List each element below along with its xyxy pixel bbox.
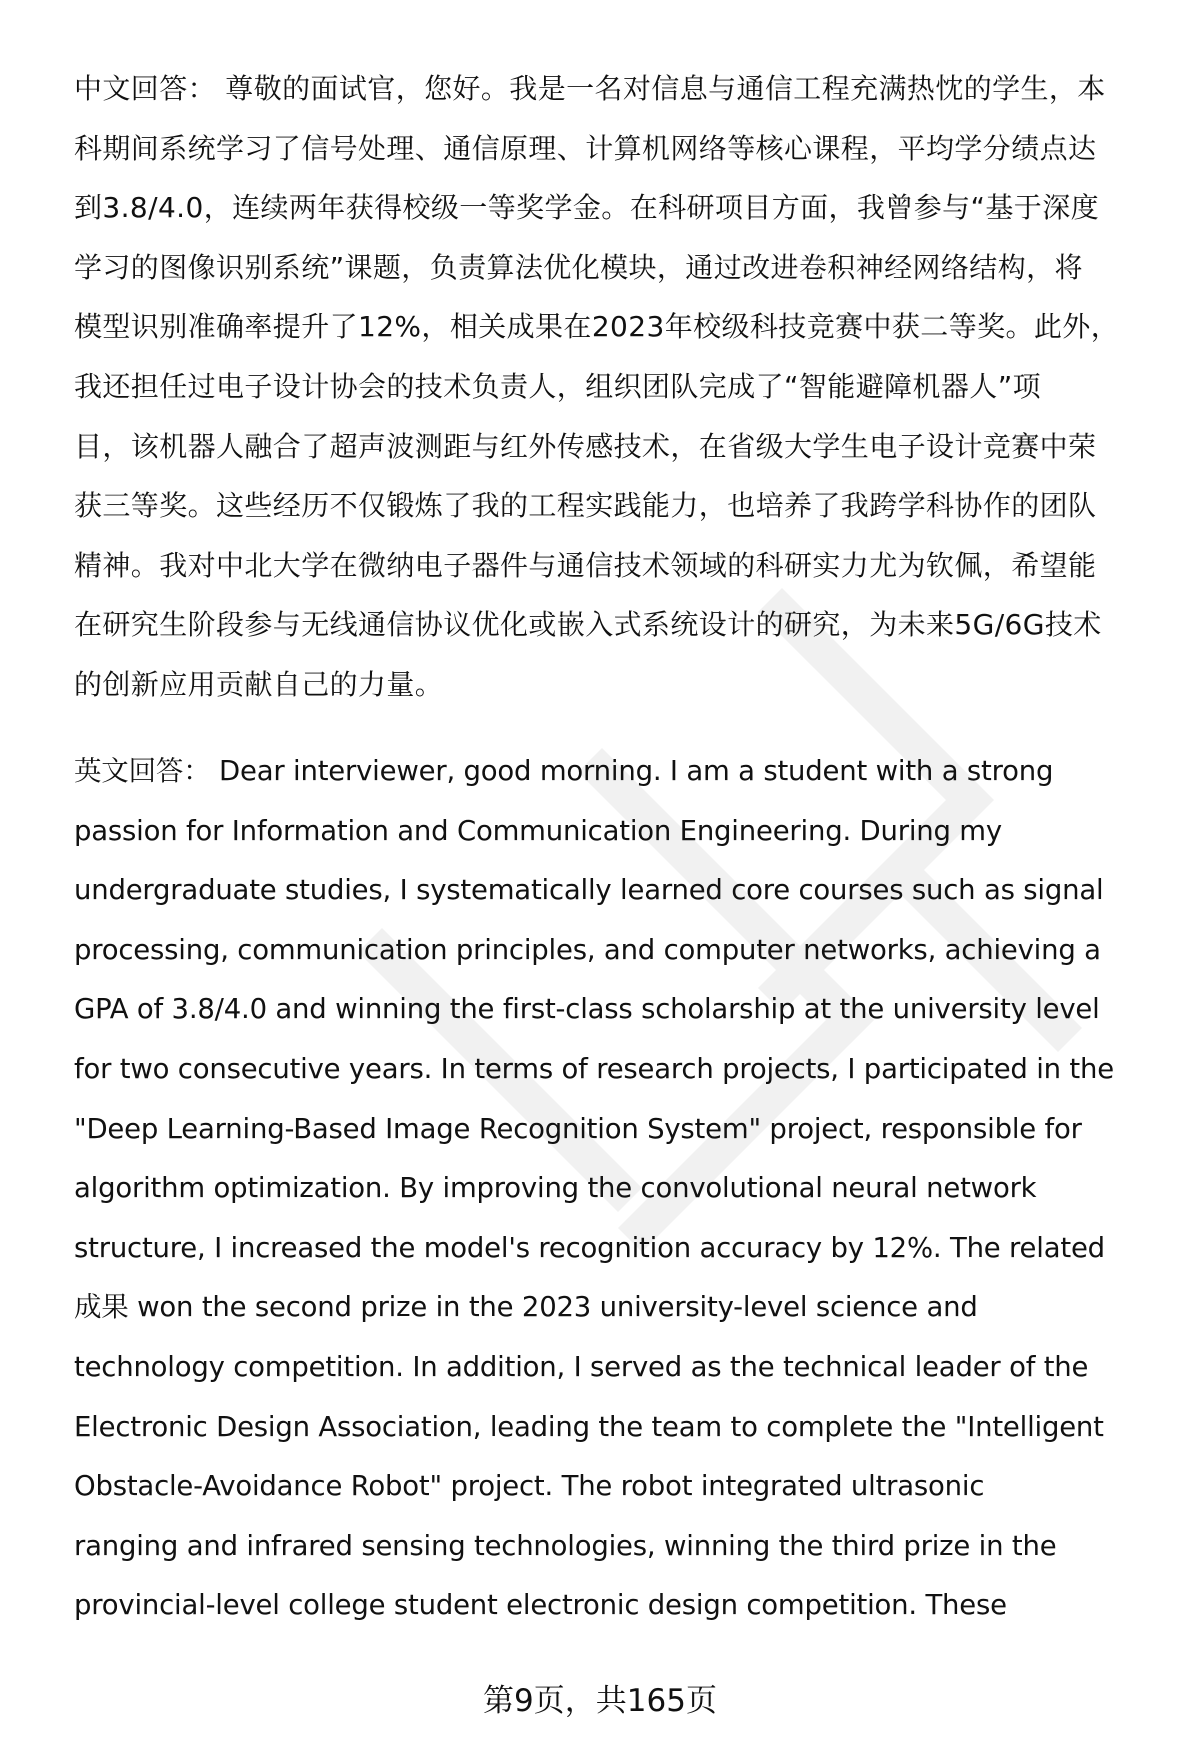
text-line: 到3.8/4.0，连续两年获得校级一等奖学金。在科研项目方面，我曾参与“基于深度 bbox=[74, 191, 1100, 225]
text-line: 精神。我对中北大学在微纳电子器件与通信技术领域的科研实力尤为钦佩，希望能 bbox=[74, 548, 1097, 582]
text-line: 学习的图像识别系统”课题，负责算法优化模块，通过改进卷积神经网络结构，将 bbox=[74, 250, 1083, 284]
english-answer-paragraph bbox=[74, 742, 1164, 1636]
text-line: undergraduate studies, I systematically learned core courses such as signal bbox=[74, 874, 1104, 907]
text-line: 的创新应用贡献自己的力量。 bbox=[74, 667, 444, 701]
text-line: 中文回答： 尊敬的面试官，您好。我是一名对信息与通信工程充满热忱的学生，本 bbox=[74, 72, 1106, 105]
text-line: 获三等奖。这些经历不仅锻炼了我的工程实践能力，也培养了我跨学科协作的团队 bbox=[74, 489, 1097, 523]
text-line: 目，该机器人融合了超声波测距与红外传感技术，在省级大学生电子设计竞赛中荣 bbox=[74, 429, 1097, 463]
text-line: technology competition. In addition, I served as the technical leader of the bbox=[74, 1350, 1089, 1383]
text-line: 我还担任过电子设计协会的技术负责人，组织团队完成了“智能避障机器人”项 bbox=[74, 369, 1042, 403]
text-line: "Deep Learning-Based Image Recognition System" project, responsible for bbox=[74, 1112, 1082, 1145]
text-line: algorithm optimization. By improving the convolutional neural network bbox=[74, 1172, 1037, 1205]
text-line: 科期间系统学习了信号处理、通信原理、计算机网络等核心课程，平均学分绩点达 bbox=[74, 131, 1097, 165]
text-line: 模型识别准确率提升了12%，相关成果在2023年校级科技竞赛中获二等奖。此外， bbox=[74, 310, 1120, 344]
text-line: processing, communication principles, and computer networks, achieving a bbox=[74, 933, 1101, 966]
text-line: provincial-level college student electronic design competition. These bbox=[74, 1589, 1007, 1622]
text-line: for two consecutive years. In terms of research projects, I participated in the bbox=[74, 1052, 1114, 1085]
text-line: 英文回答： Dear interviewer, good morning. I am a student with a strong bbox=[74, 755, 1054, 787]
chinese-answer-paragraph bbox=[74, 59, 1164, 715]
text-line: passion for Information and Communication Engineering. During my bbox=[74, 814, 1002, 847]
text-line: 成果 won the second prize in the 2023 university-level science and bbox=[74, 1291, 978, 1324]
text-line: GPA of 3.8/4.0 and winning the first-class scholarship at the university level bbox=[74, 993, 1100, 1026]
text-line: 在研究生阶段参与无线通信协议优化或嵌入式系统设计的研究，为未来5G/6G技术 bbox=[74, 608, 1102, 642]
text-line: ranging and infrared sensing technologies, winning the third prize in the bbox=[74, 1529, 1057, 1562]
text-line: Obstacle-Avoidance Robot" project. The robot integrated ultrasonic bbox=[74, 1470, 985, 1503]
text-line: structure, I increased the model's recognition accuracy by 12%. The related bbox=[74, 1231, 1105, 1264]
text-line: Electronic Design Association, leading the team to complete the "Intelligent bbox=[74, 1410, 1104, 1443]
page-indicator: 第9页，共165页 bbox=[483, 1683, 717, 1719]
